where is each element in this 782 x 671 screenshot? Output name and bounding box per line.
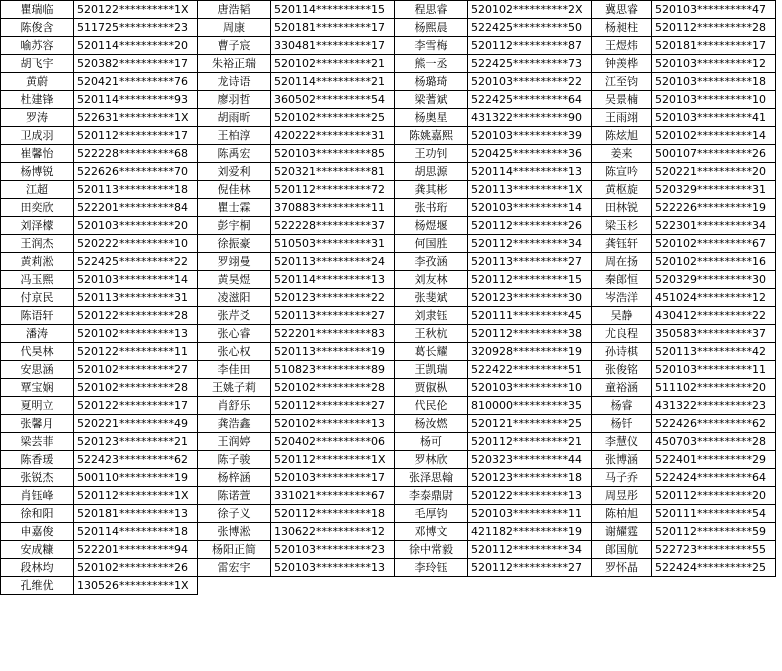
name-cell: 郎国航 xyxy=(592,541,652,559)
name-cell: 朱裕正瑞 xyxy=(198,55,271,73)
name-cell: 田奕欣 xyxy=(1,199,74,217)
name-cell: 王柏淳 xyxy=(198,127,271,145)
name-cell: 王润婷 xyxy=(198,433,271,451)
name-cell: 龚浩鑫 xyxy=(198,415,271,433)
id-number-cell: 520103**********11 xyxy=(468,505,592,523)
id-number-cell: 520221**********49 xyxy=(74,415,198,433)
id-number-cell: 520103**********18 xyxy=(652,73,776,91)
name-cell: 李玲钰 xyxy=(395,559,468,577)
id-number-cell: 520114**********93 xyxy=(74,91,198,109)
name-cell: 秦郎恒 xyxy=(592,271,652,289)
name-cell: 吴景楠 xyxy=(592,91,652,109)
id-number-cell: 520123**********18 xyxy=(468,469,592,487)
id-number-cell: 520114**********20 xyxy=(74,37,198,55)
name-cell: 熊一丞 xyxy=(395,55,468,73)
id-number-cell: 520112**********17 xyxy=(74,127,198,145)
id-number-cell: 520103**********17 xyxy=(271,469,395,487)
name-cell: 黄蔚 xyxy=(1,73,74,91)
id-number-cell: 520425**********36 xyxy=(468,145,592,163)
name-cell: 曹子宸 xyxy=(198,37,271,55)
name-cell: 杨钎 xyxy=(592,415,652,433)
id-number-cell: 522424**********25 xyxy=(652,559,776,577)
id-number-cell: 520102**********16 xyxy=(652,253,776,271)
id-number-cell: 520103**********11 xyxy=(652,361,776,379)
id-number-cell: 520113**********31 xyxy=(74,289,198,307)
name-cell: 童裕涵 xyxy=(592,379,652,397)
id-number-cell: 360502**********54 xyxy=(271,91,395,109)
name-cell: 杨汝燃 xyxy=(395,415,468,433)
id-number-cell: 520102**********27 xyxy=(74,361,198,379)
table-row xyxy=(1,397,776,415)
name-cell: 陈姚嘉熙 xyxy=(395,127,468,145)
table-row xyxy=(1,289,776,307)
id-number-cell: 520122**********11 xyxy=(74,343,198,361)
empty-cell xyxy=(468,577,592,595)
id-number-cell: 520221**********20 xyxy=(652,163,776,181)
name-cell: 徐和阳 xyxy=(1,505,74,523)
table-row xyxy=(1,487,776,505)
id-number-cell: 520113**********27 xyxy=(271,307,395,325)
name-cell: 龚其彬 xyxy=(395,181,468,199)
table-row xyxy=(1,235,776,253)
id-number-cell: 520103**********10 xyxy=(652,91,776,109)
name-cell: 梁芸菲 xyxy=(1,433,74,451)
table-row xyxy=(1,577,776,595)
id-number-cell: 520103**********13 xyxy=(271,559,395,577)
name-cell: 贾俶枞 xyxy=(395,379,468,397)
id-number-cell: 520112**********15 xyxy=(468,271,592,289)
id-number-cell: 510823**********89 xyxy=(271,361,395,379)
name-cell: 喻苏容 xyxy=(1,37,74,55)
id-number-cell: 520113**********19 xyxy=(271,343,395,361)
name-cell: 安成糠 xyxy=(1,541,74,559)
table-row xyxy=(1,181,776,199)
name-cell: 钟羡桦 xyxy=(592,55,652,73)
id-number-cell: 520112**********87 xyxy=(468,37,592,55)
id-number-cell: 520112**********1X xyxy=(74,487,198,505)
id-number-cell: 520103**********85 xyxy=(271,145,395,163)
id-number-cell: 510503**********31 xyxy=(271,235,395,253)
name-cell: 唐浩韬 xyxy=(198,1,271,19)
name-cell: 覃宝娴 xyxy=(1,379,74,397)
name-cell: 杨可 xyxy=(395,433,468,451)
id-number-cell: 450703**********28 xyxy=(652,433,776,451)
name-cell: 杨奥星 xyxy=(395,109,468,127)
name-cell: 陈子骏 xyxy=(198,451,271,469)
id-number-cell: 520103**********20 xyxy=(74,217,198,235)
id-number-cell: 522423**********62 xyxy=(74,451,198,469)
name-cell: 倪佳林 xyxy=(198,181,271,199)
id-number-cell: 522422**********51 xyxy=(468,361,592,379)
empty-cell xyxy=(271,577,395,595)
name-cell: 罗翊曼 xyxy=(198,253,271,271)
id-number-cell: 520421**********76 xyxy=(74,73,198,91)
table-row xyxy=(1,199,776,217)
id-number-cell: 520102**********13 xyxy=(74,325,198,343)
name-cell: 冯玉熙 xyxy=(1,271,74,289)
table-row xyxy=(1,469,776,487)
id-number-cell: 522228**********37 xyxy=(271,217,395,235)
name-cell: 陈柏旭 xyxy=(592,505,652,523)
id-number-cell: 511102**********20 xyxy=(652,379,776,397)
id-number-cell: 520113**********24 xyxy=(271,253,395,271)
name-cell: 安思涵 xyxy=(1,361,74,379)
id-number-cell: 522425**********64 xyxy=(468,91,592,109)
id-number-cell: 520103**********39 xyxy=(468,127,592,145)
name-cell: 程思睿 xyxy=(395,1,468,19)
id-number-cell: 520112**********72 xyxy=(271,181,395,199)
name-cell: 张馨月 xyxy=(1,415,74,433)
name-cell: 杨梓涵 xyxy=(198,469,271,487)
name-cell: 陈炫旭 xyxy=(592,127,652,145)
id-number-cell: 511725**********23 xyxy=(74,19,198,37)
name-cell: 葛长耀 xyxy=(395,343,468,361)
id-number-cell: 520112**********27 xyxy=(468,559,592,577)
name-cell: 周在扬 xyxy=(592,253,652,271)
id-number-cell: 520114**********13 xyxy=(271,271,395,289)
id-number-cell: 520102**********28 xyxy=(271,379,395,397)
id-number-cell: 520103**********22 xyxy=(468,73,592,91)
name-cell: 罗林欣 xyxy=(395,451,468,469)
id-number-cell: 522401**********29 xyxy=(652,451,776,469)
table-body xyxy=(1,1,776,595)
name-cell: 周康 xyxy=(198,19,271,37)
name-cell: 龙诗语 xyxy=(198,73,271,91)
name-cell: 杨熙晨 xyxy=(395,19,468,37)
name-cell: 马子乔 xyxy=(592,469,652,487)
name-cell: 李孜涵 xyxy=(395,253,468,271)
table-row xyxy=(1,361,776,379)
empty-cell xyxy=(592,577,652,595)
id-number-cell: 520103**********12 xyxy=(652,55,776,73)
id-number-cell: 520122**********13 xyxy=(468,487,592,505)
id-number-cell: 520102**********13 xyxy=(271,415,395,433)
id-number-cell: 520112**********59 xyxy=(652,523,776,541)
name-cell: 杨睿 xyxy=(592,397,652,415)
table-row xyxy=(1,415,776,433)
name-cell: 胡雨昕 xyxy=(198,109,271,127)
table-row xyxy=(1,379,776,397)
id-number-cell: 520321**********81 xyxy=(271,163,395,181)
name-cell: 徐中常毅 xyxy=(395,541,468,559)
id-number-cell: 520112**********18 xyxy=(271,505,395,523)
name-cell: 杨博锐 xyxy=(1,163,74,181)
name-cell: 申嘉俊 xyxy=(1,523,74,541)
id-number-cell: 522631**********1X xyxy=(74,109,198,127)
table-row xyxy=(1,127,776,145)
name-cell: 姜来 xyxy=(592,145,652,163)
name-cell: 梁玉杉 xyxy=(592,217,652,235)
id-number-cell: 520102**********25 xyxy=(271,109,395,127)
name-cell: 岑浩洋 xyxy=(592,289,652,307)
name-cell: 王煜炜 xyxy=(592,37,652,55)
id-number-cell: 520111**********45 xyxy=(468,307,592,325)
id-number-cell: 522301**********34 xyxy=(652,217,776,235)
name-cell: 龚钰轩 xyxy=(592,235,652,253)
name-cell: 陈香瑗 xyxy=(1,451,74,469)
id-number-cell: 520123**********30 xyxy=(468,289,592,307)
id-number-cell: 520102**********21 xyxy=(271,55,395,73)
id-number-cell: 520112**********26 xyxy=(468,217,592,235)
name-cell: 王秋杭 xyxy=(395,325,468,343)
name-cell: 瞿瑞临 xyxy=(1,1,74,19)
name-cell: 肖钰峰 xyxy=(1,487,74,505)
name-cell: 胡思源 xyxy=(395,163,468,181)
name-cell: 张斐斌 xyxy=(395,289,468,307)
id-number-cell: 522201**********83 xyxy=(271,325,395,343)
name-cell: 李佳田 xyxy=(198,361,271,379)
name-cell: 孔维优 xyxy=(1,577,74,595)
table-row xyxy=(1,91,776,109)
table-row xyxy=(1,73,776,91)
name-cell: 刘爱利 xyxy=(198,163,271,181)
name-cell: 徐子义 xyxy=(198,505,271,523)
id-number-cell: 500110**********19 xyxy=(74,469,198,487)
name-cell: 李慧仪 xyxy=(592,433,652,451)
id-number-cell: 522425**********50 xyxy=(468,19,592,37)
name-cell: 张书珩 xyxy=(395,199,468,217)
name-cell: 陈语轩 xyxy=(1,307,74,325)
name-cell: 杨阳正简 xyxy=(198,541,271,559)
name-cell: 张俊铭 xyxy=(592,361,652,379)
id-number-cell: 520382**********17 xyxy=(74,55,198,73)
name-cell: 刘隶钰 xyxy=(395,307,468,325)
id-number-cell: 520123**********21 xyxy=(74,433,198,451)
id-number-cell: 520103**********41 xyxy=(652,109,776,127)
id-number-cell: 520113**********42 xyxy=(652,343,776,361)
name-cell: 陈诺萱 xyxy=(198,487,271,505)
id-number-cell: 520181**********17 xyxy=(652,37,776,55)
table-row xyxy=(1,109,776,127)
name-cell: 张博涵 xyxy=(592,451,652,469)
name-cell: 张泽思翰 xyxy=(395,469,468,487)
id-number-cell: 520402**********06 xyxy=(271,433,395,451)
id-number-cell: 520103**********14 xyxy=(468,199,592,217)
name-cell: 江至钧 xyxy=(592,73,652,91)
id-number-cell: 520114**********18 xyxy=(74,523,198,541)
id-number-cell: 520114**********15 xyxy=(271,1,395,19)
table-row xyxy=(1,1,776,19)
name-cell: 谢耀霆 xyxy=(592,523,652,541)
name-cell: 张心权 xyxy=(198,343,271,361)
id-number-cell: 430412**********22 xyxy=(652,307,776,325)
table-row xyxy=(1,523,776,541)
id-number-cell: 520329**********30 xyxy=(652,271,776,289)
name-cell: 邓博文 xyxy=(395,523,468,541)
id-number-cell: 520103**********14 xyxy=(74,271,198,289)
id-number-cell: 130526**********1X xyxy=(74,577,198,595)
id-number-cell: 451024**********12 xyxy=(652,289,776,307)
name-cell: 杜建锋 xyxy=(1,91,74,109)
table-row xyxy=(1,253,776,271)
id-number-cell: 520329**********31 xyxy=(652,181,776,199)
id-number-cell: 520122**********28 xyxy=(74,307,198,325)
empty-cell xyxy=(198,577,271,595)
name-cell: 张芹爻 xyxy=(198,307,271,325)
name-cell: 徐振豪 xyxy=(198,235,271,253)
id-number-cell: 520114**********21 xyxy=(271,73,395,91)
name-cell: 田林锐 xyxy=(592,199,652,217)
name-cell: 陈禹宏 xyxy=(198,145,271,163)
name-cell: 王雨翊 xyxy=(592,109,652,127)
name-cell: 彭宇桐 xyxy=(198,217,271,235)
name-cell: 王凯瑞 xyxy=(395,361,468,379)
id-number-cell: 522424**********64 xyxy=(652,469,776,487)
id-number-cell: 520112**********20 xyxy=(652,487,776,505)
name-cell: 卫成羽 xyxy=(1,127,74,145)
id-number-cell: 370883**********11 xyxy=(271,199,395,217)
id-number-cell: 431322**********23 xyxy=(652,397,776,415)
id-number-cell: 520122**********17 xyxy=(74,397,198,415)
name-cell: 廖羽哲 xyxy=(198,91,271,109)
id-number-cell: 520112**********21 xyxy=(468,433,592,451)
name-cell: 杨煜堰 xyxy=(395,217,468,235)
name-cell: 周昱彤 xyxy=(592,487,652,505)
name-cell: 罗涛 xyxy=(1,109,74,127)
empty-cell xyxy=(652,577,776,595)
id-number-cell: 520112**********28 xyxy=(652,19,776,37)
id-number-cell: 520181**********13 xyxy=(74,505,198,523)
name-cell: 冀思睿 xyxy=(592,1,652,19)
id-number-cell: 520112**********38 xyxy=(468,325,592,343)
name-cell: 刘泽檬 xyxy=(1,217,74,235)
id-number-cell: 520103**********23 xyxy=(271,541,395,559)
table-row xyxy=(1,37,776,55)
name-cell: 李泰鼎尉 xyxy=(395,487,468,505)
table-row xyxy=(1,271,776,289)
id-number-cell: 520114**********13 xyxy=(468,163,592,181)
name-cell: 何国胜 xyxy=(395,235,468,253)
table-row xyxy=(1,325,776,343)
table-row xyxy=(1,217,776,235)
id-number-cell: 520222**********10 xyxy=(74,235,198,253)
id-number-cell: 431322**********90 xyxy=(468,109,592,127)
name-cell: 江超 xyxy=(1,181,74,199)
id-number-cell: 330481**********17 xyxy=(271,37,395,55)
id-number-cell: 522626**********70 xyxy=(74,163,198,181)
name-cell: 付京民 xyxy=(1,289,74,307)
id-number-cell: 320928**********19 xyxy=(468,343,592,361)
name-cell: 罗怀晶 xyxy=(592,559,652,577)
name-cell: 张博淞 xyxy=(198,523,271,541)
id-number-cell: 520111**********54 xyxy=(652,505,776,523)
id-number-cell: 522226**********19 xyxy=(652,199,776,217)
id-number-cell: 520102**********67 xyxy=(652,235,776,253)
id-number-cell: 520112**********1X xyxy=(271,451,395,469)
id-number-cell: 520103**********47 xyxy=(652,1,776,19)
id-number-cell: 520102**********28 xyxy=(74,379,198,397)
name-cell: 夏明立 xyxy=(1,397,74,415)
name-cell: 王润杰 xyxy=(1,235,74,253)
name-cell: 黄枢旋 xyxy=(592,181,652,199)
name-cell: 潘涛 xyxy=(1,325,74,343)
id-number-cell: 520113**********1X xyxy=(468,181,592,199)
id-number-cell: 522201**********84 xyxy=(74,199,198,217)
id-number-cell: 520102**********2X xyxy=(468,1,592,19)
name-cell: 张锐杰 xyxy=(1,469,74,487)
name-cell: 代昊林 xyxy=(1,343,74,361)
id-number-cell: 520112**********34 xyxy=(468,541,592,559)
name-cell: 凌滋阳 xyxy=(198,289,271,307)
name-cell: 崔馨怡 xyxy=(1,145,74,163)
name-cell: 黄莉淞 xyxy=(1,253,74,271)
name-cell: 刘友林 xyxy=(395,271,468,289)
name-cell: 吴静 xyxy=(592,307,652,325)
table-row xyxy=(1,55,776,73)
id-number-cell: 520323**********44 xyxy=(468,451,592,469)
name-cell: 孙诗棋 xyxy=(592,343,652,361)
table-row xyxy=(1,19,776,37)
name-cell: 瞿士霖 xyxy=(198,199,271,217)
name-cell: 尤良程 xyxy=(592,325,652,343)
table-row xyxy=(1,451,776,469)
name-cell: 胡飞宇 xyxy=(1,55,74,73)
name-cell: 李雪梅 xyxy=(395,37,468,55)
id-number-cell: 421182**********19 xyxy=(468,523,592,541)
table-row xyxy=(1,145,776,163)
table-row xyxy=(1,163,776,181)
id-number-cell: 130622**********12 xyxy=(271,523,395,541)
id-number-cell: 810000**********35 xyxy=(468,397,592,415)
name-cell: 雷宏宇 xyxy=(198,559,271,577)
id-number-cell: 520102**********26 xyxy=(74,559,198,577)
id-number-cell: 522425**********73 xyxy=(468,55,592,73)
id-number-cell: 520121**********25 xyxy=(468,415,592,433)
id-number-cell: 522228**********68 xyxy=(74,145,198,163)
id-number-cell: 520102**********14 xyxy=(652,127,776,145)
name-cell: 黄昊煜 xyxy=(198,271,271,289)
id-number-cell: 520112**********34 xyxy=(468,235,592,253)
table-row xyxy=(1,343,776,361)
name-cell: 杨璐琦 xyxy=(395,73,468,91)
name-cell: 代民伦 xyxy=(395,397,468,415)
id-number-cell: 500107**********26 xyxy=(652,145,776,163)
name-cell: 陈宣吟 xyxy=(592,163,652,181)
name-cell: 肖舒乐 xyxy=(198,397,271,415)
name-cell: 陈俊含 xyxy=(1,19,74,37)
name-cell: 张心睿 xyxy=(198,325,271,343)
id-number-cell: 520113**********27 xyxy=(468,253,592,271)
table-row xyxy=(1,433,776,451)
id-number-cell: 522201**********94 xyxy=(74,541,198,559)
id-number-cell: 522426**********62 xyxy=(652,415,776,433)
id-number-cell: 420222**********31 xyxy=(271,127,395,145)
id-number-cell: 520113**********18 xyxy=(74,181,198,199)
id-number-cell: 350583**********37 xyxy=(652,325,776,343)
name-cell: 王姚子莉 xyxy=(198,379,271,397)
table-row xyxy=(1,541,776,559)
name-cell: 毛厚钧 xyxy=(395,505,468,523)
id-number-cell: 520103**********10 xyxy=(468,379,592,397)
table-row xyxy=(1,559,776,577)
id-number-cell: 522425**********22 xyxy=(74,253,198,271)
name-cell: 梁蓍斌 xyxy=(395,91,468,109)
name-cell: 杨昶柱 xyxy=(592,19,652,37)
name-cell: 王功钊 xyxy=(395,145,468,163)
id-number-cell: 520181**********17 xyxy=(271,19,395,37)
table-row xyxy=(1,307,776,325)
id-number-cell: 520112**********27 xyxy=(271,397,395,415)
id-number-cell: 522723**********55 xyxy=(652,541,776,559)
id-number-cell: 520123**********22 xyxy=(271,289,395,307)
empty-cell xyxy=(395,577,468,595)
table-row xyxy=(1,505,776,523)
id-number-cell: 520122**********1X xyxy=(74,1,198,19)
id-number-cell: 331021**********67 xyxy=(271,487,395,505)
name-cell: 段林均 xyxy=(1,559,74,577)
